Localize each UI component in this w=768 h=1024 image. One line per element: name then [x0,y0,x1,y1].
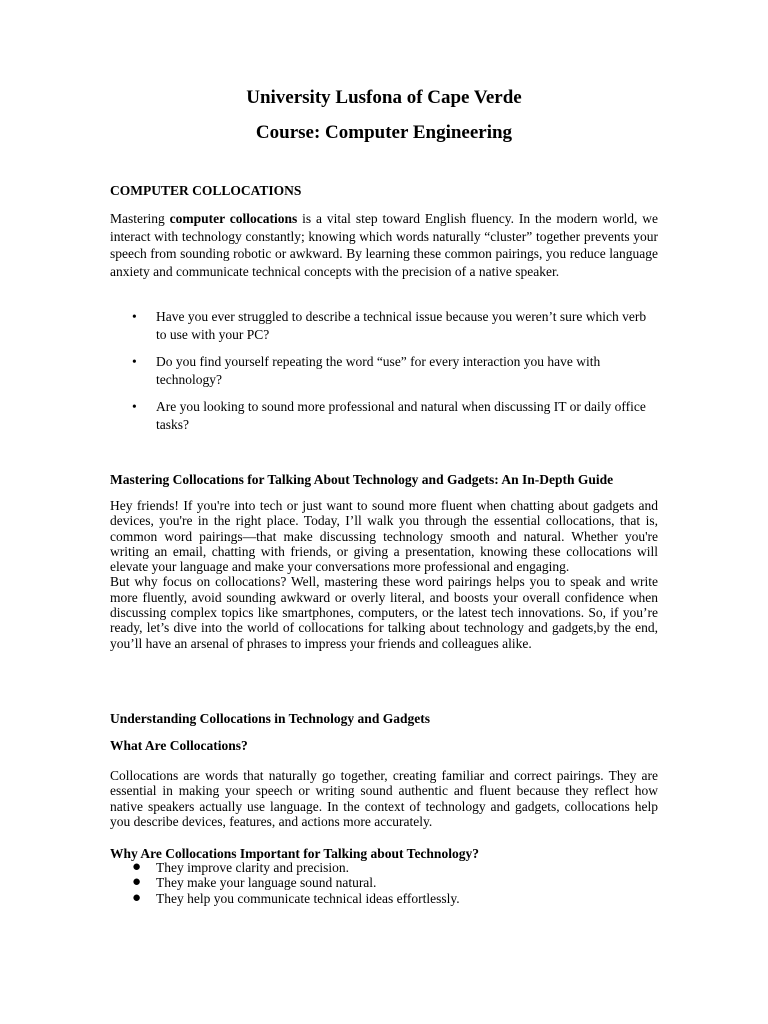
course-title: Course: Computer Engineering [255,122,513,143]
list-item-text: Do you find yourself repeating the word “use” for every interaction you have with technology? [156,354,601,387]
bullet-icon: ● [132,889,142,906]
guide-paragraph-1: Hey friends! If you're into tech or just want to sound more fluent when chatting about gadgets and devices, you're in the right place. Today, I’ll walk you through the essential collocations, that is, common word pairings—that make discussing technology smooth and natural. Whether you're writing an email, chatting with friends, or giving a presentation, knowing these collocations will elevate your language and make your conversations more professional and engaging. [110,498,658,575]
bullet-icon: ● [132,874,142,891]
guide-paragraphs [110,498,658,651]
list-item-text: Are you looking to sound more professional and natural when discussing IT or daily office tasks? [156,399,646,432]
intro-rest-text: is a vital step toward English fluency. In the modern world, we interact with technology constantly; knowing which words naturally “cluster” together prevents your speech from sounding robotic or awkward. By learning these common pairings, you reduce language anxiety and communicate technical concepts with the precision of a native speaker. [110,211,658,279]
list-item [110,353,658,388]
list-item [110,860,658,875]
bullet-icon: ● [132,859,142,875]
intro-lead-text: Mastering [110,211,170,226]
list-item [110,891,658,906]
university-title: University Lusfona of Cape Verde [246,87,522,108]
list-item-text: They help you communicate technical ideas effortlessly. [156,890,460,906]
list-item-text: They make your language sound natural. [156,875,377,891]
intro-bold-text: computer collocations [169,211,298,226]
list-item-text: Have you ever struggled to describe a technical issue because you weren’t sure which verb to use with your PC? [156,309,647,342]
list-item [110,875,658,890]
list-item [110,308,658,343]
benefits-bullet-list [110,860,658,906]
why-important-heading: Why Are Collocations Important for Talking about Technology? [110,846,479,861]
understanding-heading: Understanding Collocations in Technology and Gadgets [110,711,430,726]
collocations-definition-paragraph: Collocations are words that naturally go together, creating familiar and correct pairings. They are essential in making your speech or writing sound authentic and fluent because they reflect how native speakers actually use language. In the context of technology and gadgets, collocations help you describe devices, features, and actions more accurately. [110,768,658,829]
list-item-text: They improve clarity and precision. [156,860,350,875]
question-bullet-list [110,308,658,444]
guide-paragraph-2: But why focus on collocations? Well, mastering these word pairings helps you to speak and write more fluently, avoid sounding awkward or overly literal, and boosts your overall confidence when discussing complex topics like smartphones, computers, or the latest tech innovations. So, if you’re ready, let’s dive into the world of collocations for talking about technology and gadgets,by the end, you’ll have an arsenal of phrases to impress your friends and colleagues alike. [110,574,658,651]
bullet-icon: • [132,309,137,324]
bullet-icon: • [132,354,137,370]
bullet-icon: • [132,399,137,415]
what-are-collocations-heading: What Are Collocations? [110,738,248,753]
intro-paragraph [110,210,658,280]
list-item [110,398,658,433]
guide-heading: Mastering Collocations for Talking About Technology and Gadgets: An In-Depth Guide [110,472,614,487]
section-heading-computer-collocations: COMPUTER COLLOCATIONS [110,183,302,198]
